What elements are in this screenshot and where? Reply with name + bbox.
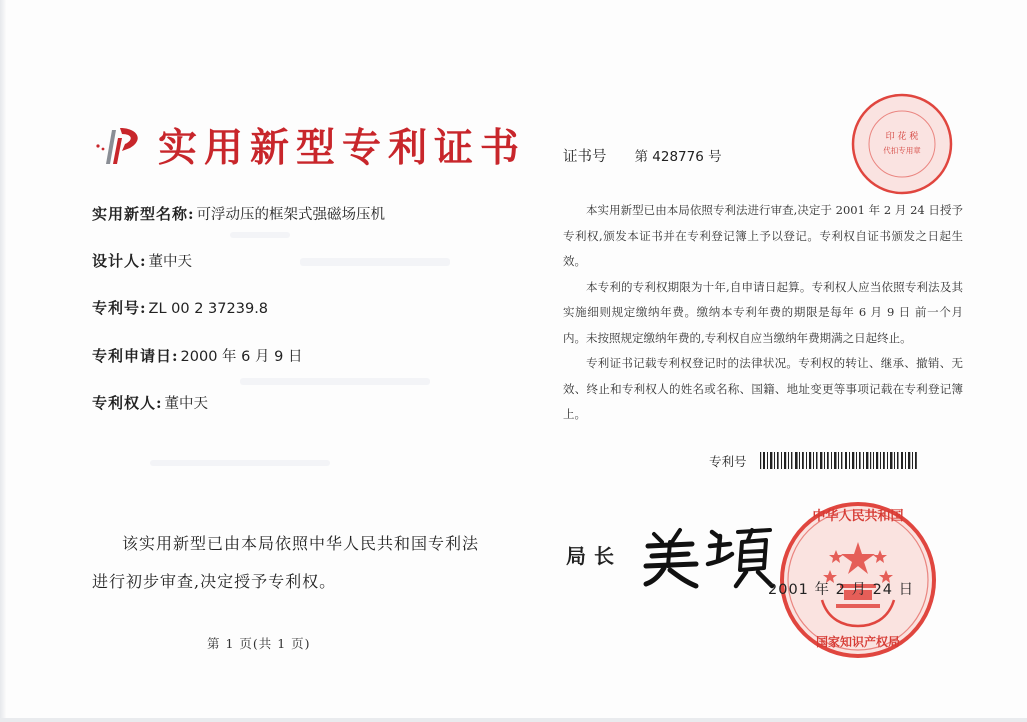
issue-date: 2001 年 2 月 24 日	[768, 582, 915, 598]
field-utility-model-name	[92, 203, 385, 224]
cert-number-label: 证书号	[563, 149, 607, 165]
field-label: 专利号:	[92, 299, 147, 317]
sipo-logo	[92, 124, 154, 166]
declaration-line-2: 进行初步审查,决定授予专利权。	[92, 572, 337, 591]
cert-number-value: 第 428776 号	[634, 149, 722, 165]
declaration-line-1: 该实用新型已由本局依照中华人民共和国专利法	[122, 534, 480, 553]
scan-smudge	[230, 232, 290, 238]
certificate-number	[563, 145, 722, 166]
field-value: 2000 年 6 月 9 日	[180, 349, 303, 365]
field-label: 专利权人:	[92, 394, 163, 412]
page-number: 第 1 页(共 1 页)	[207, 636, 311, 651]
terms-paragraph: 专利证书记载专利权登记时的法律状况。专利权的转让、继承、撤销、无效、终止和专利权人的姓名或名称、国籍、地址变更等事项记载在专利登记簿上。	[563, 356, 963, 421]
field-value: 董中天	[148, 254, 193, 270]
field-value: ZL 00 2 37239.8	[148, 301, 269, 317]
scan-smudge	[240, 378, 430, 385]
field-patentee	[92, 392, 208, 413]
grant-declaration	[92, 525, 522, 601]
director-signature	[640, 520, 780, 590]
field-designer	[92, 250, 192, 271]
svg-text:代扣专用章: 代扣专用章	[883, 146, 921, 155]
certificate-title: 实用新型专利证书	[158, 125, 527, 171]
page-edge-left	[0, 0, 6, 722]
terms-paragraph: 本专利的专利权期限为十年,自申请日起算。专利权人应当依照专利法及其实施细则规定缴纳年费。缴纳本专利年费的期限是每年 6 月 9 日 前一个月内。未按照规定缴纳年费的,专利权自应当缴纳年费期满之日起终止。	[563, 279, 963, 345]
field-label: 设计人:	[92, 252, 147, 270]
field-patent-number	[92, 297, 268, 318]
scan-smudge	[150, 460, 330, 466]
field-label: 实用新型名称:	[92, 205, 195, 223]
patent-number-barcode-label: 专利号	[709, 454, 747, 469]
director-label: 局长	[566, 544, 622, 568]
field-filing-date	[92, 345, 302, 366]
barcode	[760, 452, 918, 469]
terms-paragraph: 本实用新型已由本局依照专利法进行审查,决定于 2001 年 2 月 24 日授予专利权,颁发本证书并在专利登记簿上予以登记。专利权自证书颁发之日起生效。	[563, 203, 963, 268]
svg-text:中华人民共和国: 中华人民共和国	[812, 509, 904, 524]
terms-text	[563, 198, 963, 428]
scan-smudge	[300, 258, 450, 266]
field-value: 可浮动压的框架式强磁场压机	[196, 207, 386, 223]
field-value: 董中天	[164, 396, 209, 412]
stamp-tax-seal	[850, 92, 954, 196]
svg-text:国家知识产权局: 国家知识产权局	[815, 635, 901, 649]
field-label: 专利申请日:	[92, 347, 179, 365]
page-edge-bottom	[0, 718, 1027, 722]
svg-text:印 花 税: 印 花 税	[885, 132, 919, 142]
